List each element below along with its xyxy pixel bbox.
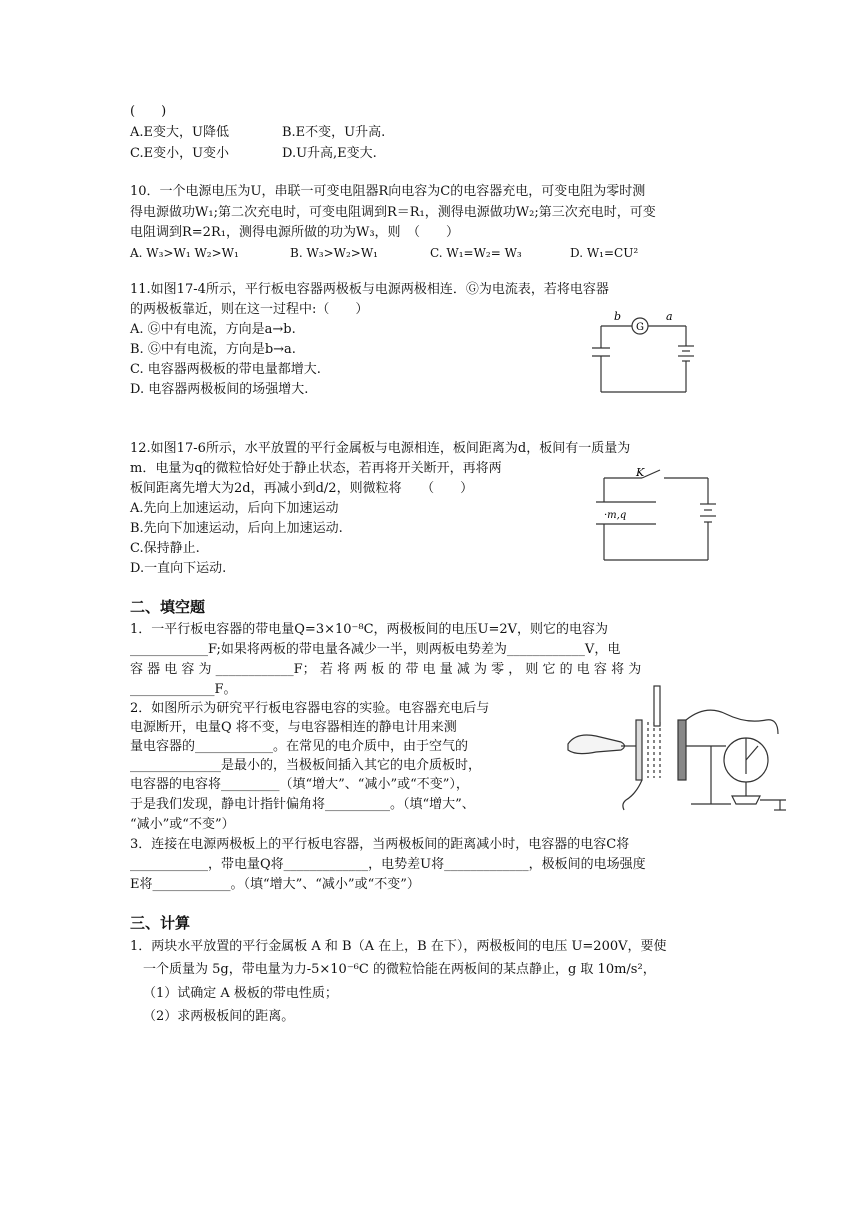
q9-option-c: C.E变小，U变小 xyxy=(130,146,230,161)
q11-line-1: 11.如图17-4所示，平行板电容器两极板与电源两极相连．Ⓖ为电流表，若将电容器 xyxy=(130,282,609,297)
fill-1-line-2: ____________F;如果将两板的带电量各减少一半，则两板电势差为____________V，电 xyxy=(130,642,621,657)
q11-circuit-diagram xyxy=(586,306,696,398)
fill-1-line-4: _____________F。 xyxy=(130,682,237,697)
q10-option-c: C. W₁=W₂= W₃ xyxy=(430,246,522,260)
q12-switch-label: K xyxy=(636,466,645,479)
q11-option-c: C. 电容器两极板的带电量都增大. xyxy=(130,362,321,377)
section-2-title: 二、填空题 xyxy=(130,598,206,616)
q10-option-a: A. W₃>W₁ W₂>W₁ xyxy=(130,246,239,260)
fill-2-line-4: ______________是最小的，当极板间插入其它的电介质板时， xyxy=(130,758,482,773)
q11-option-d: D. 电容器两极板间的场强增大. xyxy=(130,382,309,397)
calc-1-line-3: （1）试确定 A 极板的带电性质； xyxy=(143,986,338,1001)
q11-label-a: a xyxy=(666,310,673,323)
electrometer-experiment-diagram xyxy=(566,684,798,816)
fill-3-line-3: E将____________。（填“增大”、“减小”或“不变”） xyxy=(130,877,420,892)
q10-line-1: 10．一个电源电压为U，串联一可变电阻器R向电容为C的电容器充电，可变电阻为零时测 xyxy=(130,184,646,199)
calc-1-line-2: 一个质量为 5g，带电量为力-5×10⁻⁶C 的微粒恰能在两板间的某点静止，g 取 10m/s²， xyxy=(143,962,656,977)
section-3-title: 三、计算 xyxy=(130,914,191,932)
fill-2-line-7: “减小”或“不变”） xyxy=(130,817,235,832)
q11-option-a: A. Ⓖ中有电流，方向是a→b. xyxy=(130,322,296,337)
fill-2-line-1: 2．如图所示为研究平行板电容器电容的实验。电容器充电后与 xyxy=(130,701,490,716)
q10-option-b: B. W₃>W₂>W₁ xyxy=(290,246,378,260)
fill-2-line-6: 于是我们发现，静电计指针偏角将__________。（填“增大”、 xyxy=(130,797,475,812)
q12-particle-label: ·m,q xyxy=(604,510,627,521)
q12-line-3: 板间距离先增大为2d，再减小到d/2，则微粒将 （ ） xyxy=(130,481,474,496)
q12-option-d: D.一直向下运动. xyxy=(130,561,227,576)
q10-line-3: 电阻调到R=2R₁，测得电源所做的功为W₃，则 （ ） xyxy=(130,225,460,240)
q10-option-d: D. W₁=CU² xyxy=(570,246,639,260)
q9-option-a: A.E变大，U降低 xyxy=(130,125,229,140)
fill-3-line-1: 3．连接在电源两极板上的平行板电容器，当两极板间的距离减小时，电容器的电容C将 xyxy=(130,837,630,852)
q12-option-b: B.先向下加速运动，后向上加速运动. xyxy=(130,521,343,536)
calc-1-line-4: （2）求两极板间的距离。 xyxy=(143,1009,295,1024)
q9-option-b: B.E不变，U升高. xyxy=(282,125,386,140)
q9-bracket: ( ) xyxy=(130,104,167,119)
fill-2-line-3: 量电容器的____________。在常见的电介质中，由于空气的 xyxy=(130,739,469,754)
q12-line-2: m．电量为q的微粒恰好处于静止状态，若再将开关断开，再将两 xyxy=(130,461,502,476)
fill-1-line-3: 容 器 电 容 为 ____________F； 若 将 两 板 的 带 电 量 减 为 零 ， 则 它 的 电 容 将 为 xyxy=(130,662,642,677)
q12-option-a: A.先向上加速运动，后向下加速运动 xyxy=(130,501,339,516)
q11-line-2: 的两极板靠近，则在这一过程中:（ ） xyxy=(130,302,369,317)
fill-3-line-2: ____________，带电量Q将_____________，电势差U将_____________，极板间的电场强度 xyxy=(130,857,646,872)
fill-2-line-5: 电容器的电容将_________（填“增大”、“减小”或“不变”）， xyxy=(130,777,469,792)
fill-2-line-2: 电源断开，电量Q 将不变，与电容器相连的静电计用来测 xyxy=(130,720,457,735)
calc-1-line-1: 1．两块水平放置的平行金属板 A 和 B（A 在上，B 在下），两极板间的电压 U=200V，要使 xyxy=(130,939,667,954)
q9-option-d: D.U升高,E变大. xyxy=(282,146,377,161)
q11-label-b: b xyxy=(614,310,622,323)
q11-option-b: B. Ⓖ中有电流，方向是b→a. xyxy=(130,342,296,357)
q12-circuit-diagram xyxy=(596,466,716,566)
q12-line-1: 12.如图17-6所示，水平放置的平行金属板与电源相连，板间距离为d，板间有一质量为 xyxy=(130,441,631,456)
q11-galvanometer-label: G xyxy=(636,322,644,333)
q12-option-c: C.保持静止. xyxy=(130,541,200,556)
q10-line-2: 得电源做功W₁;第二次充电时，可变电阻调到R＝R₁，测得电源做功W₂;第三次充电时，可变 xyxy=(130,205,656,220)
fill-1-line-1: 1．一平行板电容器的带电量Q=3×10⁻⁸C，两极板间的电压U=2V，则它的电容为 xyxy=(130,622,609,637)
